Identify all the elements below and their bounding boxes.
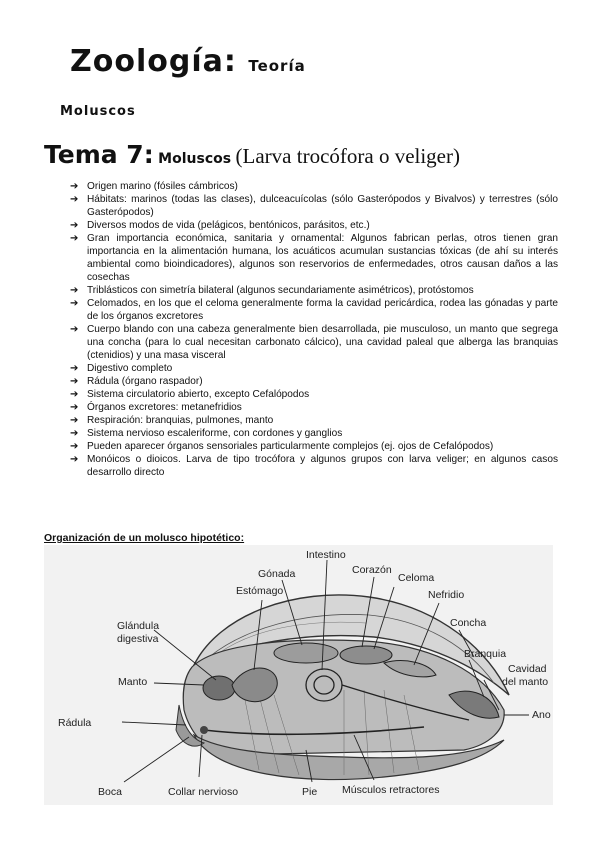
arrow-icon: ➔ [70, 428, 79, 439]
bullet-list [70, 180, 558, 479]
arrow-icon: ➔ [70, 363, 79, 374]
diagram-title: Organización de un molusco hipotético: [44, 532, 245, 544]
label-pie: Pie [302, 786, 318, 798]
arrow-icon: ➔ [70, 389, 79, 400]
arrow-icon: ➔ [70, 194, 79, 205]
list-item: ➔ Sistema circulatorio abierto, excepto Cefalópodos [70, 389, 310, 400]
topic-name: Moluscos [158, 151, 232, 167]
gonad [274, 643, 338, 663]
arrow-icon: ➔ [70, 220, 79, 231]
list-item: ➔ Rádula (órgano raspador) [70, 376, 203, 387]
title-sub: Teoría [248, 57, 306, 75]
title-main: Zoología: [70, 44, 237, 79]
list-item: ➔ Origen marino (fósiles cámbricos) [70, 181, 238, 192]
page-title [70, 44, 306, 79]
digestive-gland [203, 676, 235, 700]
arrow-icon: ➔ [70, 285, 79, 296]
label-branquia: Branquia [464, 648, 507, 660]
arrow-icon: ➔ [70, 324, 79, 335]
list-item: ➔ Triblásticos con simetría bilateral (algunos secundariamente asimétricos), protóstomos [70, 285, 474, 296]
label-manto: Manto [118, 676, 148, 688]
list-item: ➔ Sistema nervioso escaleriforme, con cordones y ganglios [70, 428, 343, 439]
section-heading: Moluscos [60, 104, 136, 119]
label-corazon: Corazón [352, 564, 392, 576]
arrow-icon: ➔ [70, 402, 79, 413]
label-collar: Collar nervioso [168, 786, 239, 798]
topic-heading [44, 140, 460, 169]
label-concha: Concha [450, 617, 487, 629]
arrow-icon: ➔ [70, 376, 79, 387]
list-item: ➔ Pueden aparecer órganos sensoriales particularmente complejos (ej. ojos de Cefalópodos) [70, 441, 494, 452]
label-estomago: Estómago [236, 585, 284, 597]
list-item: ➔ Cuerpo blando con una cabeza generalmente bien desarrollada, pie musculoso, un manto que segrega una concha (para lo cual necesitan carbonato cálcico), una cavidad paleal que alberga las branquias (ctenidios) y una masa visceral [70, 324, 558, 361]
arrow-icon: ➔ [70, 415, 79, 426]
label-radula: Rádula [58, 717, 92, 729]
label-musculos: Músculos retractores [342, 784, 440, 796]
nerve-ring [200, 726, 208, 734]
label-intestino: Intestino [306, 549, 346, 561]
label-ano: Ano [532, 709, 551, 721]
topic-subtitle: (Larva trocófora o veliger) [235, 144, 460, 168]
label-cavidad-1: Cavidad [508, 663, 547, 675]
arrow-icon: ➔ [70, 181, 79, 192]
mollusc-diagram [44, 545, 553, 805]
label-nefridio: Nefridio [428, 589, 465, 601]
list-item: ➔ Digestivo completo [70, 363, 173, 374]
list-item: ➔ Hábitats: marinos (todas las clases), dulceacuícolas (sólo Gasterópodos y Bivalvos) y terrestres (sólo Gasterópodos) [70, 194, 558, 218]
list-item: ➔ Celomados, en los que el celoma generalmente forma la cavidad pericárdica, rodea las gónadas y parte de los órganos excretores [70, 298, 558, 322]
arrow-icon: ➔ [70, 298, 79, 309]
list-item: ➔ Gran importancia económica, sanitaria y ornamental: Algunos fabrican perlas, otros tienen gran importancia en la alimentación humana, los acuáticos acumulan sustancias tóxicas (de ahí su interés ambiental como bioindicadores), algunos son reservorios de enfermedades, otros causan daños a las cosechas [70, 233, 558, 283]
label-gonada: Gónada [258, 568, 296, 580]
arrow-icon: ➔ [70, 233, 79, 244]
list-item: ➔ Diversos modos de vida (pelágicos, bentónicos, parásitos, etc.) [70, 220, 370, 231]
arrow-icon: ➔ [70, 441, 79, 452]
list-item: ➔ Órganos excretores: metanefridios [70, 402, 242, 413]
heart [340, 646, 392, 664]
topic-number: Tema 7: [44, 140, 154, 169]
list-item: ➔ Monóicos o dioicos. Larva de tipo trocófora y algunos grupos con larva veliger; en algunos casos desarrollo directo [70, 454, 558, 478]
arrow-icon: ➔ [70, 454, 79, 465]
label-cavidad-2: del manto [502, 676, 549, 688]
label-celoma: Celoma [398, 572, 435, 584]
label-boca: Boca [98, 786, 122, 798]
list-item: ➔ Respiración: branquias, pulmones, manto [70, 415, 274, 426]
label-glandula-2: digestiva [117, 633, 159, 645]
label-glandula-1: Glándula [117, 620, 160, 632]
